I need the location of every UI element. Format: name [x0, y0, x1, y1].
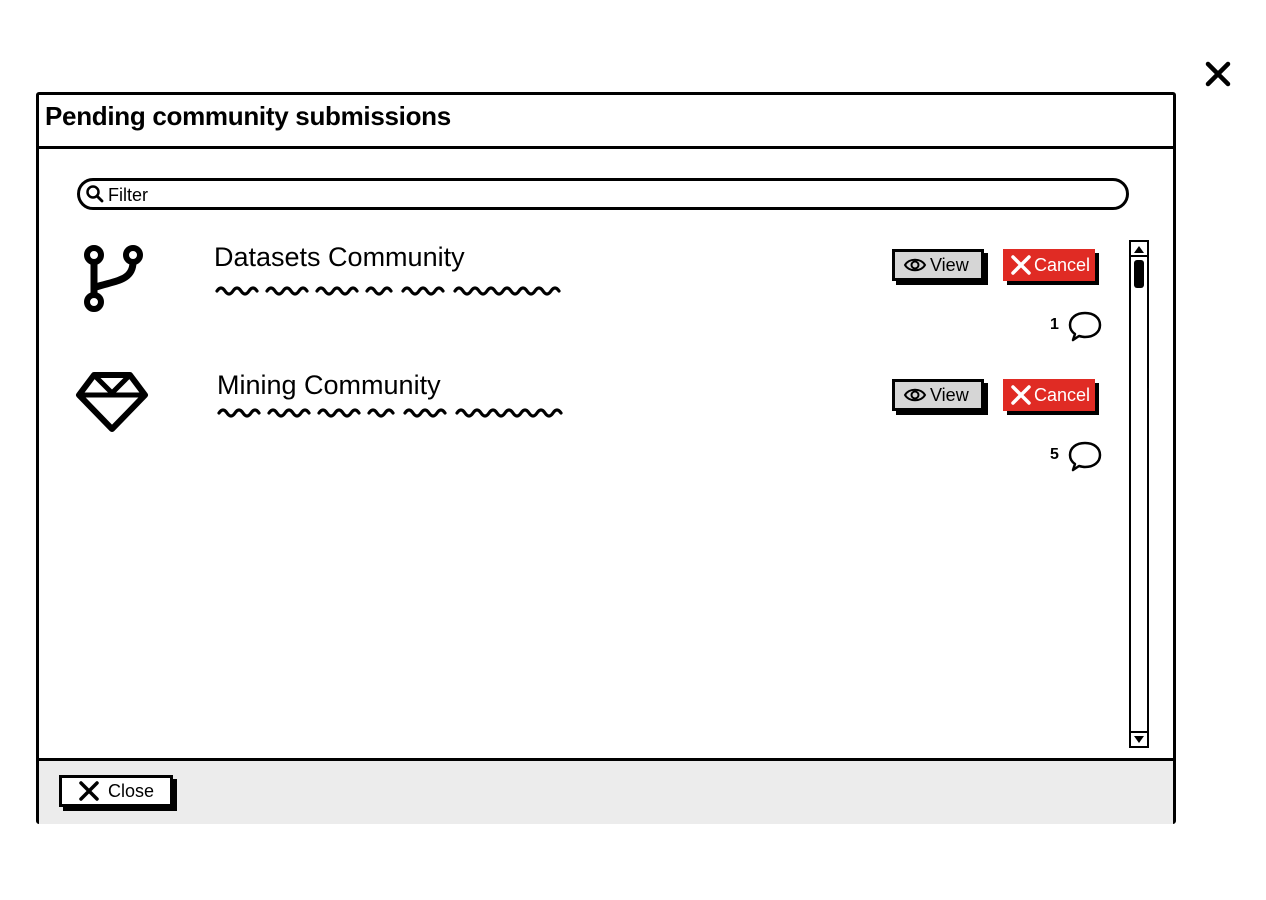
item-name: Mining Community: [217, 370, 441, 400]
scrollbar-thumb[interactable]: [1134, 260, 1144, 288]
scrollbar-divider: [1131, 731, 1147, 733]
comment-icon[interactable]: [1067, 309, 1103, 343]
cancel-x-icon: [1009, 253, 1033, 277]
dialog-title: Pending community submissions: [45, 101, 451, 131]
diamond-icon: [74, 365, 150, 441]
eye-icon: [903, 257, 927, 273]
close-label: Close: [108, 780, 155, 801]
cancel-button[interactable]: [1003, 379, 1095, 411]
list-item: [39, 235, 1119, 345]
scrollbar-divider: [1131, 255, 1147, 257]
dialog-header: [39, 95, 1173, 149]
filter-input[interactable]: [106, 183, 1120, 207]
cancel-x-icon: [1009, 383, 1033, 407]
cancel-label: Cancel: [1034, 254, 1091, 275]
item-description-scribble: [215, 283, 561, 297]
submissions-dialog: [36, 92, 1176, 824]
view-button[interactable]: [892, 379, 984, 411]
dismiss-close-icon[interactable]: [1200, 56, 1236, 92]
filter-search-box[interactable]: [77, 178, 1129, 210]
view-button[interactable]: [892, 249, 984, 281]
comment-icon[interactable]: [1067, 439, 1103, 473]
branch-icon: [74, 239, 150, 315]
item-name: Datasets Community: [214, 242, 465, 272]
close-button[interactable]: [59, 775, 173, 807]
comment-count: 5: [1050, 446, 1059, 463]
dialog-footer: [39, 758, 1173, 824]
eye-icon: [903, 387, 927, 403]
item-description-scribble: [217, 405, 563, 419]
view-label: View: [930, 254, 969, 275]
view-label: View: [930, 384, 969, 405]
scroll-up-arrow-icon[interactable]: [1133, 244, 1145, 254]
comment-count: 1: [1050, 316, 1059, 333]
scroll-down-arrow-icon[interactable]: [1133, 735, 1145, 745]
list-item: [39, 365, 1119, 475]
cancel-label: Cancel: [1034, 384, 1091, 405]
cancel-button[interactable]: [1003, 249, 1095, 281]
search-icon: [85, 184, 105, 204]
close-icon: [78, 780, 100, 802]
scrollbar[interactable]: [1129, 240, 1149, 748]
